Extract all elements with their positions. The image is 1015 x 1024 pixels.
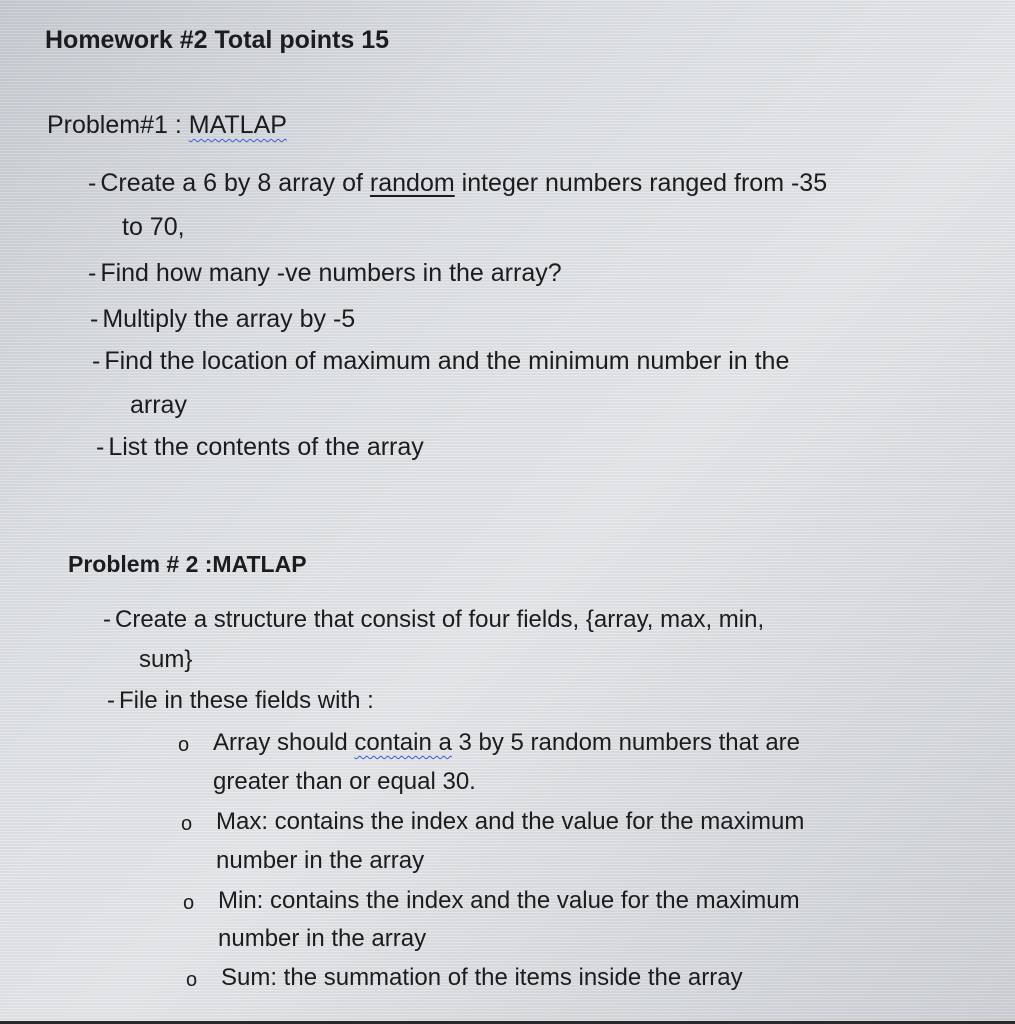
- problem2-subitem-3-continuation: number in the array: [218, 925, 427, 952]
- item-dash: -: [90, 305, 99, 333]
- problem2-subitem-1-continuation: greater than or equal 30.: [213, 768, 476, 795]
- problem2-heading: Problem # 2 :MATLAP: [68, 551, 307, 577]
- subitem-wavy-text: contain a: [354, 729, 452, 756]
- item-text: Multiply the array by -5: [102, 305, 356, 333]
- problem1-item-2: [88, 258, 562, 288]
- problem1-item-5: [96, 432, 424, 462]
- item-text: List the contents of the array: [108, 433, 424, 461]
- item-text: Create a structure that consist of four fields, {array, max, min,: [115, 606, 765, 633]
- subitem-text: Array should: [213, 729, 355, 756]
- problem1-heading: [47, 110, 287, 140]
- problem1-item-3: [90, 304, 355, 334]
- item-dash: -: [107, 687, 115, 714]
- bullet-circle-icon: o: [178, 734, 190, 756]
- item-dash: -: [88, 259, 97, 287]
- problem1-subject: MATLAP: [188, 111, 287, 139]
- item-text: Find the location of maximum and the minimum number in the: [104, 347, 790, 375]
- item-dash: -: [103, 606, 111, 633]
- page-title: Homework #2 Total points 15: [45, 26, 390, 54]
- bullet-circle-icon: o: [181, 813, 193, 835]
- problem1-item-1-continuation: to 70,: [122, 213, 185, 241]
- problem1-label: Problem#1 :: [47, 111, 189, 139]
- problem2-item-1: [103, 605, 764, 635]
- problem2-subitem-2-continuation: number in the array: [216, 847, 425, 874]
- problem1-item-1: [88, 168, 827, 198]
- item-dash: -: [88, 169, 97, 197]
- item-underlined-word: random: [369, 169, 455, 197]
- item-text: Find how many -ve numbers in the array?: [100, 259, 562, 287]
- item-text: integer numbers ranged from -35: [454, 169, 828, 197]
- bullet-circle-icon: o: [186, 969, 198, 991]
- item-dash: -: [92, 347, 101, 375]
- subitem-text: 3 by 5 random numbers that are: [451, 729, 800, 756]
- problem1-item-4: [92, 346, 789, 376]
- item-text: File in these fields with :: [119, 687, 374, 714]
- problem2-subitem-1: [213, 728, 800, 758]
- problem2-subitem-2: Max: contains the index and the value for the maximum: [216, 808, 805, 835]
- problem2-item-2: [107, 686, 374, 716]
- problem2-subitem-4: Sum: the summation of the items inside the array: [221, 964, 743, 991]
- item-dash: -: [96, 433, 105, 461]
- bullet-circle-icon: o: [183, 892, 195, 914]
- problem2-item-1-continuation: sum}: [139, 646, 193, 673]
- item-text: Create a 6 by 8 array of: [100, 169, 370, 197]
- problem1-item-4-continuation: array: [130, 391, 187, 419]
- problem2-subitem-3: Min: contains the index and the value for the maximum: [218, 887, 800, 914]
